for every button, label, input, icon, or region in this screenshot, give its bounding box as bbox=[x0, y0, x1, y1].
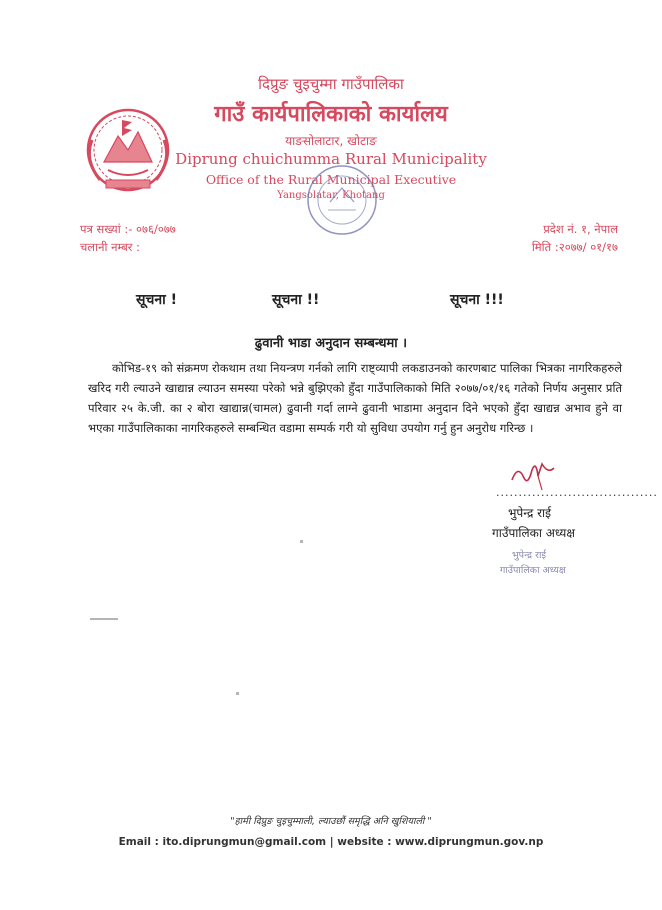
letter-date: मिति :२०७७/ ०१/१७ bbox=[531, 240, 618, 254]
office-name-np: गाउँ कार्यपालिकाको कार्यालय bbox=[214, 102, 448, 127]
scan-speck bbox=[300, 540, 303, 543]
signature-line: .................................... bbox=[496, 486, 658, 499]
notice-heading-3: सूचना !!! bbox=[450, 292, 504, 308]
province-label: प्रदेश नं. १, नेपाल bbox=[543, 222, 618, 236]
footer-contact: Email : ito.diprungmun@gmail.com | website : www.diprungmun.gov.np bbox=[118, 836, 544, 848]
subject-line: ढुवानी भाडा अनुदान सम्बन्धमा । bbox=[254, 336, 408, 351]
letter-number: पत्र सख्यां :- ०७६/०७७ bbox=[80, 222, 176, 236]
scan-speck bbox=[90, 618, 118, 620]
office-seal-icon bbox=[302, 160, 382, 240]
stamp-name: भुपेन्द्र राई bbox=[512, 550, 547, 561]
notice-heading-1: सूचना ! bbox=[136, 292, 178, 308]
signatory-title: गाउँपालिका अध्यक्ष bbox=[492, 526, 575, 540]
stamp-title: गाउँपालिका अध्यक्ष bbox=[500, 565, 566, 576]
dispatch-number: चलानी नम्बर : bbox=[80, 240, 141, 254]
notice-heading-2: सूचना !! bbox=[272, 292, 320, 308]
office-name-en: Office of the Rural Municipal Executive bbox=[205, 172, 457, 187]
notice-body: कोभिड-१९ को संक्रमण रोकथाम तथा नियन्त्रण गर्नको लागि राष्ट्व्यापी लकडाउनको कारणबाट पालिका भित्रका नागरिकहरुले खरिद गरी ल्याउने खाद्यान्न ल्याउन समस्या परेको भन्ने बुझिएको हुँदा गाउँपालिकाको मिति २०७७/०१/१६ गतेको निर्णय अनुसार प्रति परिवार २५ के.जी. का २ बोरा खाद्यान्न(चामल) ढुवानी गर्दा लाग्ने ढुवानी भाडामा अनुदान दिने भएको हुँदा खाद्यन्न अभाव हुने वा भएका गाउँपालिकाका नागरिकहरुले सम्बन्धित वडामा सम्पर्क गरी यो सुविधा उपयोग गर्नु हुन अनुरोध गरिन्छ । bbox=[88, 361, 622, 435]
scan-speck bbox=[236, 692, 239, 695]
footer-motto: "हामी दिप्रुङ चुइचुम्माली, ल्याउछौं समृद्धि अनि खुशियाली " bbox=[230, 816, 432, 827]
location-np: याङसोलाटार, खोटाङ bbox=[285, 134, 377, 148]
signatory-name: भुपेन्द्र राई bbox=[508, 506, 552, 520]
municipality-name-np: दिप्रुङ चुइचुम्मा गाउँपालिका bbox=[258, 75, 404, 93]
municipality-name-en: Diprung chuichumma Rural Municipality bbox=[175, 150, 487, 168]
location-en: Yangsolatar, Khotang bbox=[277, 190, 385, 201]
